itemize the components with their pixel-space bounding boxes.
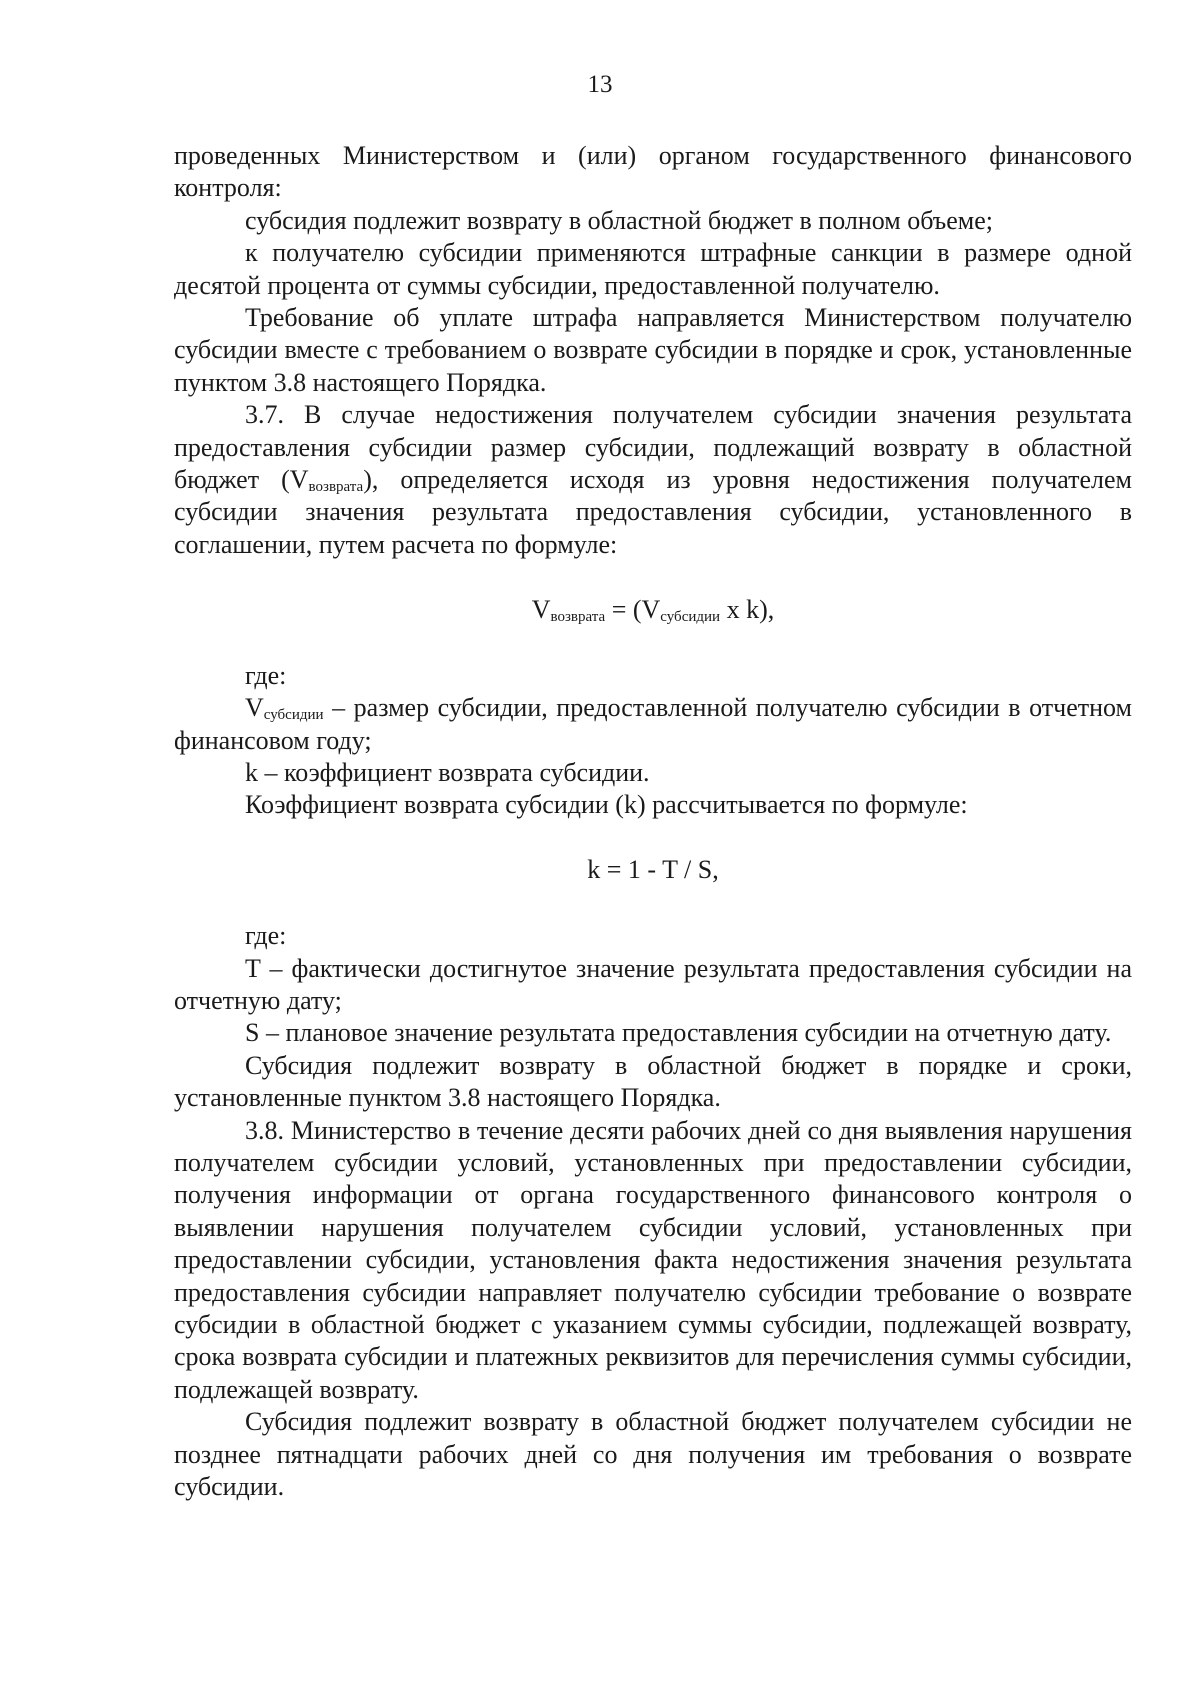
paragraph-continuation: проведенных Министерством и (или) органом государственного финансового контроля:	[174, 141, 1132, 203]
paragraph-3-7-text-before: 3.7. В случае недостижения получателем субсидии значения результата предоставления субсидии размер субсидии, подлежащий возврату в областной бюджет (V	[174, 400, 1132, 495]
where-label: где:	[245, 660, 287, 690]
formula-sub-subsidy: субсидии	[660, 609, 721, 626]
formula-end: x k),	[720, 595, 775, 625]
document-body	[174, 140, 1132, 1503]
definition-v-text: – размер субсидии, предоставленной получателю субсидии в отчетном финансовом году;	[174, 693, 1132, 755]
formula-middle: = (V	[605, 595, 661, 625]
formula-sub-return: возврата	[550, 609, 606, 626]
paragraph-return-deadline: Субсидия подлежит возврату в областной бюджет получателем субсидии не позднее пятнадцати рабочих дней со дня получения им требования о возврате субсидии.	[174, 1407, 1132, 1502]
definition-s: S – плановое значение результата предоставления субсидии на отчетную дату.	[245, 1018, 1112, 1048]
definition-k: k – коэффициент возврата субсидии.	[245, 757, 650, 787]
paragraph-subsidy-return: субсидия подлежит возврату в областной бюджет в полном объеме;	[245, 205, 993, 235]
where-label-2: где:	[245, 921, 287, 951]
definition-v-symbol: V	[245, 693, 264, 723]
formula-coefficient: k = 1 - T / S,	[587, 854, 719, 884]
paragraph-return-order: Субсидия подлежит возврату в областной бюджет в порядке и сроки, установленные пунктом 3.8 настоящего Порядка.	[174, 1050, 1132, 1113]
paragraph-penalty-request: Требование об уплате штрафа направляется Министерством получателю субсидии вместе с требованием о возврате субсидии в порядке и срок, установленные пунктом 3.8 настоящего Порядка.	[174, 303, 1132, 397]
subscript-return: возврата	[308, 479, 364, 496]
paragraph-penalty: к получателю субсидии применяются штрафные санкции в размере одной десятой процента от суммы субсидии, предоставленной получателю.	[174, 238, 1132, 300]
paragraph-3-7	[174, 399, 1132, 561]
formula-v-symbol: V	[531, 595, 551, 625]
paragraph-coefficient: Коэффициент возврата субсидии (k) рассчитывается по формуле:	[245, 790, 968, 820]
paragraph-3-8: 3.8. Министерство в течение десяти рабочих дней со дня выявления нарушения получателем субсидии условий, установленных при предоставлении субсидии, получения информации от органа государственного финансового контроля о выявлении нарушения получателем субсидии условий, установленных при предоставлении субсидии, установления факта недостижения значения результата предоставления субсидии направляет получателю субсидии требование о возврате субсидии в областной бюджет с указанием суммы субсидии, подлежащей возврату, срока возврата субсидии и платежных реквизитов для перечисления суммы субсидии, подлежащей возврату.	[174, 1115, 1132, 1404]
paragraph-3-7-text-after: ), определяется исходя из уровня недостижения получателем субсидии значения результата предоставления субсидии, установленного в соглашении, путем расчета по формуле:	[174, 465, 1132, 559]
definition-t: T – фактически достигнутое значение результата предоставления субсидии на отчетную дату;	[174, 953, 1132, 1015]
page-number: 13	[587, 71, 613, 98]
formula-return-volume	[174, 561, 1132, 659]
definition-v-subsidy	[174, 692, 1132, 757]
definition-v-subscript: субсидии	[263, 707, 324, 724]
